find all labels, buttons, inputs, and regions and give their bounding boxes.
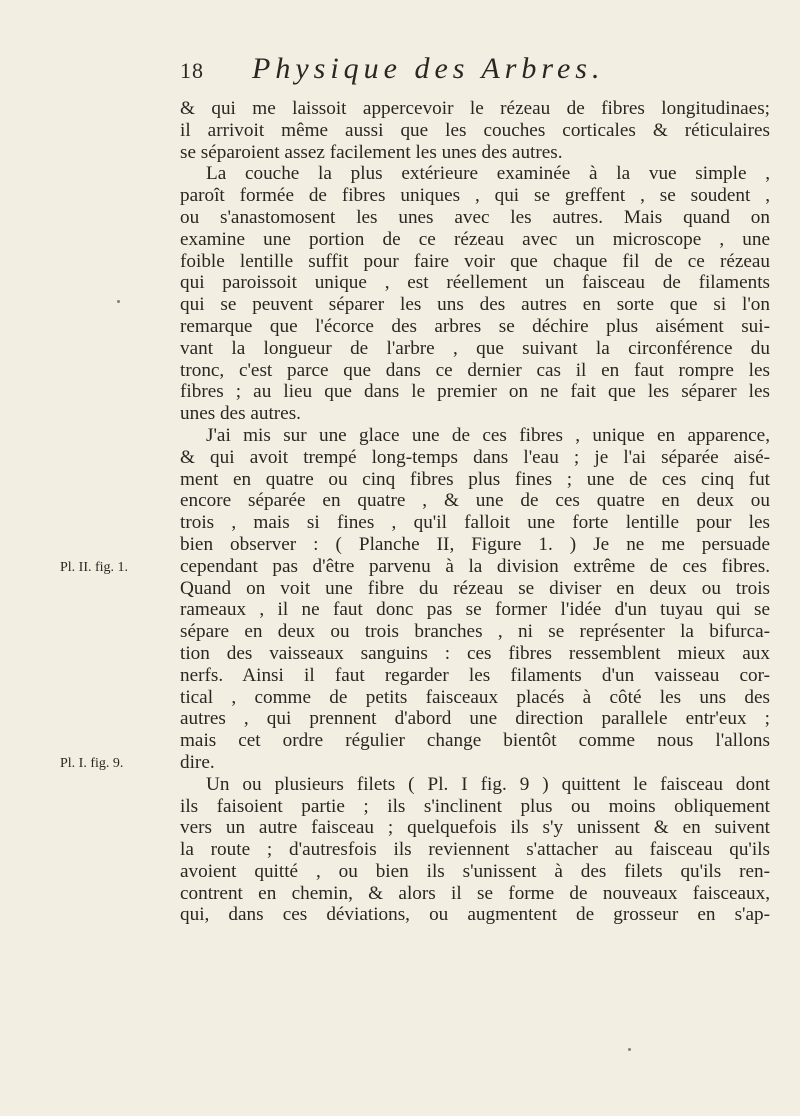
text-line: & qui me laissoit appercevoir le rézeau de fibres longitudinaes; (180, 98, 770, 119)
text-line: sépare en deux ou trois branches , ni se représenter la bifurca- (180, 621, 770, 643)
text-line: Quand on voit une fibre du rézeau se diviser en deux ou trois (180, 577, 770, 599)
text-line: Un ou plusieurs filets ( Pl. I fig. 9 ) quittent le faisceau dont (206, 773, 770, 795)
text-line: qui, dans ces déviations, ou augmentent de grosseur en s'ap- (180, 904, 770, 926)
text-line: nerfs. Ainsi il faut regarder les filaments d'un vaisseau cor- (180, 664, 770, 686)
text-line: vers un autre faisceau ; quelquefois ils s'y unissent & en suivent (180, 817, 770, 839)
text-line: mais cet ordre régulier change bientôt comme nous l'allons (180, 730, 770, 752)
text-line: unes des autres. (180, 403, 301, 425)
text-line: il arrivoit même aussi que les couches corticales & réticulaires (180, 119, 770, 141)
text-line: examine une portion de ce rézeau avec un microscope , une (180, 228, 770, 250)
text-line: & qui avoit trempé long-temps dans l'eau ; je l'ai séparée aisé- (180, 446, 770, 468)
text-line: la route ; d'autresfois ils reviennent s'attacher au faisceau qu'ils (180, 839, 770, 861)
running-header (180, 52, 770, 92)
body-text (180, 98, 770, 926)
margin-note-plate-1: Pl. I. fig. 9. (60, 756, 124, 771)
text-line: trois , mais si fines , qu'il falloit une forte lentille pour les (180, 512, 770, 534)
text-line: foible lentille suffit pour faire voir que chaque fil de ce rézeau (180, 250, 770, 272)
paper-speck (117, 300, 120, 303)
running-title: Physique des Arbres. (252, 52, 605, 85)
text-line: se séparoient assez facilement les unes des autres. (180, 141, 563, 163)
text-line: ment en quatre ou cinq fibres plus fines ; une de ces cinq fut (180, 468, 770, 490)
text-line: contrent en chemin, & alors il se forme de nouveaux faisceaux, (180, 882, 770, 904)
text-line: cependant pas d'être parvenu à la division extrême de ces fibres. (180, 555, 770, 577)
text-line: rameaux , il ne faut donc pas se former l'idée d'un tuyau qui se (180, 599, 770, 621)
text-line: fibres ; au lieu que dans le premier on ne fait que les séparer les (180, 381, 770, 403)
text-line: La couche la plus extérieure examinée à la vue simple , (206, 163, 770, 185)
text-line: tion des vaisseaux sanguins : ces fibres ressemblent mieux aux (180, 642, 770, 664)
text-line: qui se peuvent séparer les uns des autres en sorte que si l'on (180, 294, 770, 316)
text-line: qui paroissoit unique , est réellement un faisceau de filaments (180, 272, 770, 294)
paper-speck (628, 1048, 631, 1051)
text-line: paroît formée de fibres uniques , qui se greffent , se soudent , (180, 185, 770, 207)
text-line: J'ai mis sur une glace une de ces fibres , unique en apparence, (206, 424, 770, 446)
text-line: avoient quitté , ou bien ils s'unissent à des filets qu'ils ren- (180, 860, 770, 882)
text-line: ils faisoient partie ; ils s'inclinent plus ou moins obliquement (180, 795, 770, 817)
text-line: encore séparée en quatre , & une de ces quatre en deux ou (180, 490, 770, 512)
text-line: vant la longueur de l'arbre , que suivant la circonférence du (180, 337, 770, 359)
text-line: dire. (180, 751, 215, 773)
text-line: remarque que l'écorce des arbres se déchire plus aisément sui- (180, 315, 770, 337)
text-line: tical , comme de petits faisceaux placés à côté les uns des (180, 686, 770, 708)
margin-note-plate-2: Pl. II. fig. 1. (60, 560, 129, 575)
page-number: 18 (180, 58, 204, 83)
text-line: bien observer : ( Planche II, Figure 1. ) Je ne me persuade (180, 533, 770, 555)
text-line: ou s'anastomosent les unes avec les autres. Mais quand on (180, 206, 770, 228)
text-line: tronc, c'est parce que dans ce dernier cas il en faut rompre les (180, 359, 770, 381)
text-line: autres , qui prennent d'abord une direction parallele entr'eux ; (180, 708, 770, 730)
